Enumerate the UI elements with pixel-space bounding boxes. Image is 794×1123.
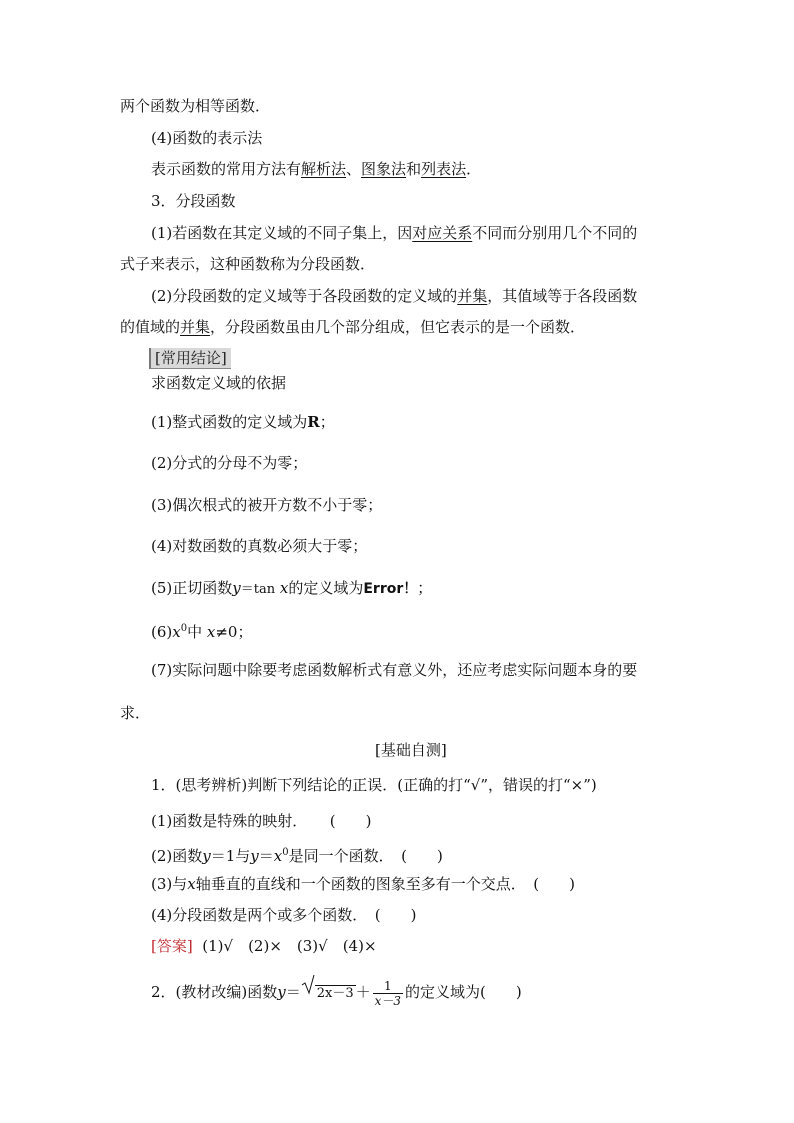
text: 不同而分别用几个不同的 [472,224,638,242]
section-function-representation: (4)函数的表示法 [151,129,263,147]
question-2 [151,975,522,1011]
question-1-item-1: (1)函数是特殊的映射． ( ) [151,812,372,830]
text: 表示函数的常用方法有 [151,160,302,178]
error-text: Error！ [363,581,418,597]
text: (2)分段函数的定义域等于各段函数的定义域的 [151,287,458,305]
radicand: 2x－3 [316,986,354,1001]
para-representation-methods [151,159,481,179]
real-set-symbol: R [307,413,320,431]
conclusion-item-4: (4)对数函数的真数必须大于零； [151,537,368,555]
var-y: y [232,579,241,597]
text: ＝1与 [210,847,251,865]
numerator: 1 [373,979,403,994]
exponent: 0 [180,623,188,634]
answer-text: (1)√ (2)× (3)√ (4)× [202,937,377,955]
text: 的定义域为( ) [405,983,522,1001]
var-x: x [206,623,216,641]
section-piecewise-function: 3．分段函数 [151,192,236,210]
conclusion-item-7: (7)实际问题中除要考虑函数解析式有意义外，还应考虑实际问题本身的要 [151,661,638,679]
var-x: x [279,579,289,597]
text: ，其值域等于各段函数 [487,287,638,305]
text: (1)整式函数的定义域为 [151,413,308,431]
para-piecewise-2 [151,286,637,306]
exponent: 0 [282,847,289,858]
text: ； [319,413,335,431]
answer-tag: [答案] [151,937,193,955]
text: (5)正切函数 [151,579,233,597]
conclusion-item-3: (3)偶次根式的被开方数不小于零； [151,496,383,514]
text: (1)若函数在其定义域的不同子集上，因 [151,224,413,242]
underlined-term: 对应关系 [412,224,473,242]
answer-line [151,936,377,956]
common-conclusion-tag [149,348,231,369]
para-piecewise-1-cont: 式子来表示，这种函数称为分段函数． [120,255,376,273]
question-1-item-2 [151,843,443,866]
text: ＝ [258,847,274,865]
text: ≠0； [215,623,253,641]
text: 、 [346,160,362,178]
text: 是同一个函数． ( ) [288,847,443,865]
text: ； [417,579,433,597]
conclusion-item-5 [151,578,432,600]
text: 2．(教材改编)函数 [151,983,278,1001]
underlined-term: 并集 [180,318,211,336]
text: 和 [406,160,422,178]
question-1-item-4: (4)分段函数是两个或多个函数． ( ) [151,906,417,924]
var-x: x [273,847,283,865]
underlined-term: 图象法 [361,160,407,178]
text: ，分段函数虽由几个部分组成，但它表示的是一个函数． [210,318,586,336]
conclusion-item-6 [151,619,252,642]
denominator: x－3 [374,993,402,1008]
text: 中 [187,623,203,641]
text: ＝tan [240,582,276,597]
fraction [373,979,403,1008]
question-1-item-3 [151,874,575,894]
conclusion-title: 求函数定义域的依据 [151,374,287,392]
text: (3)与 [151,875,188,893]
text: 轴垂直的直线和一个函数的图象至多有一个交点． ( ) [195,875,575,893]
text: 的定义域为 [288,579,364,597]
radical-sign-icon [301,973,315,995]
var-y: y [277,983,286,1001]
text: ＝ [285,983,301,1001]
var-x: x [187,875,196,893]
para-piecewise-1 [151,223,637,243]
para-piecewise-2-cont [120,317,585,337]
underlined-term: 并集 [457,287,488,305]
text: ． [466,160,482,178]
tag-label: [常用结论] [149,348,231,369]
conclusion-item-7-cont: 求． [120,704,151,722]
conclusion-item-2: (2)分式的分母不为零； [151,454,308,472]
text: (2)函数 [151,847,203,865]
question-1: 1．(思考辨析)判断下列结论的正误．(正确的打“√”，错误的打“×”) [151,776,597,794]
text: ＋ [355,983,371,1001]
var-x: x [172,623,181,641]
text: (6) [151,623,173,641]
square-root-expression [301,975,356,1011]
var-y: y [202,847,211,865]
text: 的值域的 [120,318,181,336]
var-y: y [250,847,259,865]
underlined-term: 解析法 [301,160,347,178]
self-test-heading: [基础自测] [375,741,447,759]
conclusion-item-1 [151,412,335,432]
underlined-term: 列表法 [421,160,467,178]
para-line-1: 两个函数为相等函数． [120,97,271,115]
